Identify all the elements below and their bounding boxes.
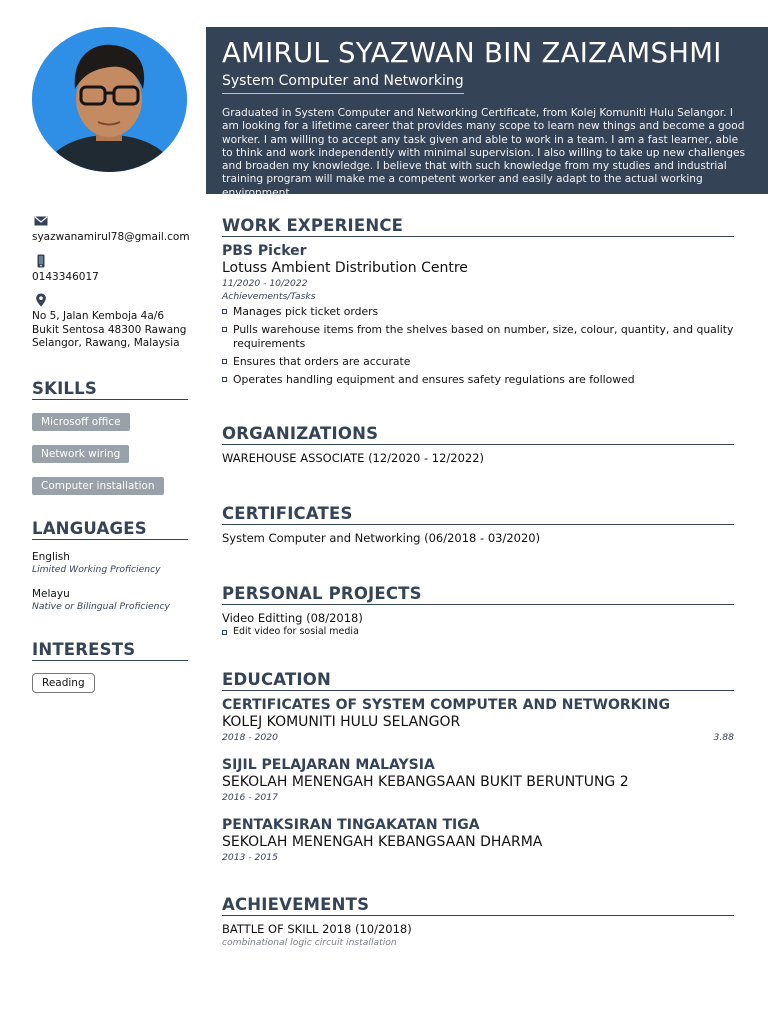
task-list xyxy=(222,305,734,386)
achievement-item: BATTLE OF SKILL 2018 (10/2018) xyxy=(222,922,412,937)
language-name: English xyxy=(32,550,70,563)
education-qualification: PENTAKSIRAN TINGAKATAN TIGA xyxy=(222,817,480,834)
job-title: System Computer and Networking xyxy=(222,71,464,94)
education-meta xyxy=(222,851,734,865)
language-name: Melayu xyxy=(32,587,70,600)
skills-list xyxy=(32,410,188,495)
profile-summary: Graduated in System Computer and Networking Certificate, from Kolej Komuniti Hulu Selangor. I am looking for a lifetime career that provides many scope to learn new things and become a good worker. I am willing to accept any task given and able to work in a team. I am a fast learner, able to think and work independently with minimal supervision. I also willing to take up new challenges and broaden my knowledge. I believe that with such knowledge from my studies and industrial training program will make me a competent worker and easily adapt to the actual working environment. xyxy=(222,107,746,199)
education-entry xyxy=(222,817,734,865)
task-item: Pulls warehouse items from the shelves based on number, size, colour, quantity, and quality requirements xyxy=(222,323,734,350)
project-bullets xyxy=(222,626,734,638)
education-dates: 2016 - 2017 xyxy=(222,792,278,804)
education-qualification: CERTIFICATES OF SYSTEM COMPUTER AND NETWORKING xyxy=(222,697,670,714)
education-school: SEKOLAH MENENGAH KEBANGSAAN BUKIT BERUNTUNG 2 xyxy=(222,774,629,791)
education-school: SEKOLAH MENENGAH KEBANGSAAN DHARMA xyxy=(222,834,543,851)
language-level: Native or Bilingual Proficiency xyxy=(32,600,170,612)
education-dates: 2013 - 2015 xyxy=(222,852,278,864)
location-pin-icon xyxy=(34,293,48,307)
education-dates: 2018 - 2020 xyxy=(222,732,278,744)
contact-email xyxy=(32,214,188,245)
envelope-icon xyxy=(34,214,48,228)
languages-heading: LANGUAGES xyxy=(32,519,188,540)
education-meta xyxy=(222,791,734,805)
interest-tag: Reading xyxy=(32,673,95,693)
certificates-heading: CERTIFICATES xyxy=(222,504,734,525)
project-item: Video Editting (08/2018) xyxy=(222,611,363,626)
skills-heading: SKILLS xyxy=(32,379,188,400)
skill-tag: Network wiring xyxy=(32,445,129,463)
work-role: PBS Picker xyxy=(222,243,307,259)
candidate-name: AMIRUL SYAZWAN BIN ZAIZAMSHMI xyxy=(222,37,722,69)
work-experience-heading: WORK EXPERIENCE xyxy=(222,216,734,237)
profile-photo-illustration xyxy=(32,27,187,172)
interests-heading: INTERESTS xyxy=(32,640,188,661)
header-panel xyxy=(206,27,768,199)
education-entry xyxy=(222,697,734,745)
languages-list xyxy=(32,550,188,613)
skill-tag: Microsoff office xyxy=(32,413,130,431)
language-level: Limited Working Proficiency xyxy=(32,563,161,575)
education-school: KOLEJ KOMUNITI HULU SELANGOR xyxy=(222,714,461,731)
work-dates: 11/2020 - 10/2022 xyxy=(222,278,308,289)
right-column xyxy=(222,216,734,949)
organization-item: WAREHOUSE ASSOCIATE (12/2020 - 12/2022) xyxy=(222,451,485,466)
task-item: Ensures that orders are accurate xyxy=(222,355,734,368)
personal-projects-heading: PERSONAL PROJECTS xyxy=(222,584,734,605)
education-qualification: SIJIL PELAJARAN MALAYSIA xyxy=(222,757,435,774)
achievements-heading: ACHIEVEMENTS xyxy=(222,895,734,916)
education-entry xyxy=(222,757,734,805)
certificate-item: System Computer and Networking (06/2018 - 03/2020) xyxy=(222,531,541,546)
achievement-description: combinational logic circuit installation xyxy=(222,937,397,949)
email-text: syazwanamirul78@gmail.com xyxy=(32,231,190,243)
task-item: Manages pick ticket orders xyxy=(222,305,734,318)
education-grade: 3.88 xyxy=(713,732,734,744)
education-heading: EDUCATION xyxy=(222,670,734,691)
left-column xyxy=(32,214,188,693)
contact-phone xyxy=(32,254,188,285)
profile-photo xyxy=(32,27,187,172)
task-item: Operates handling equipment and ensures safety regulations are followed xyxy=(222,373,734,386)
contact-address xyxy=(32,293,188,351)
work-company: Lotuss Ambient Distribution Centre xyxy=(222,260,468,276)
organizations-heading: ORGANIZATIONS xyxy=(222,424,734,445)
project-bullet: Edit video for sosial media xyxy=(222,626,734,638)
education-meta xyxy=(222,731,734,745)
address-text: No 5, Jalan Kemboja 4a/6 Bukit Sentosa 48300 Rawang Selangor, Rawang, Malaysia xyxy=(32,310,187,349)
skill-tag: Computer installation xyxy=(32,477,164,495)
phone-icon xyxy=(34,254,48,268)
achievements-label: Achievements/Tasks xyxy=(222,291,316,302)
phone-text: 0143346017 xyxy=(32,270,99,283)
